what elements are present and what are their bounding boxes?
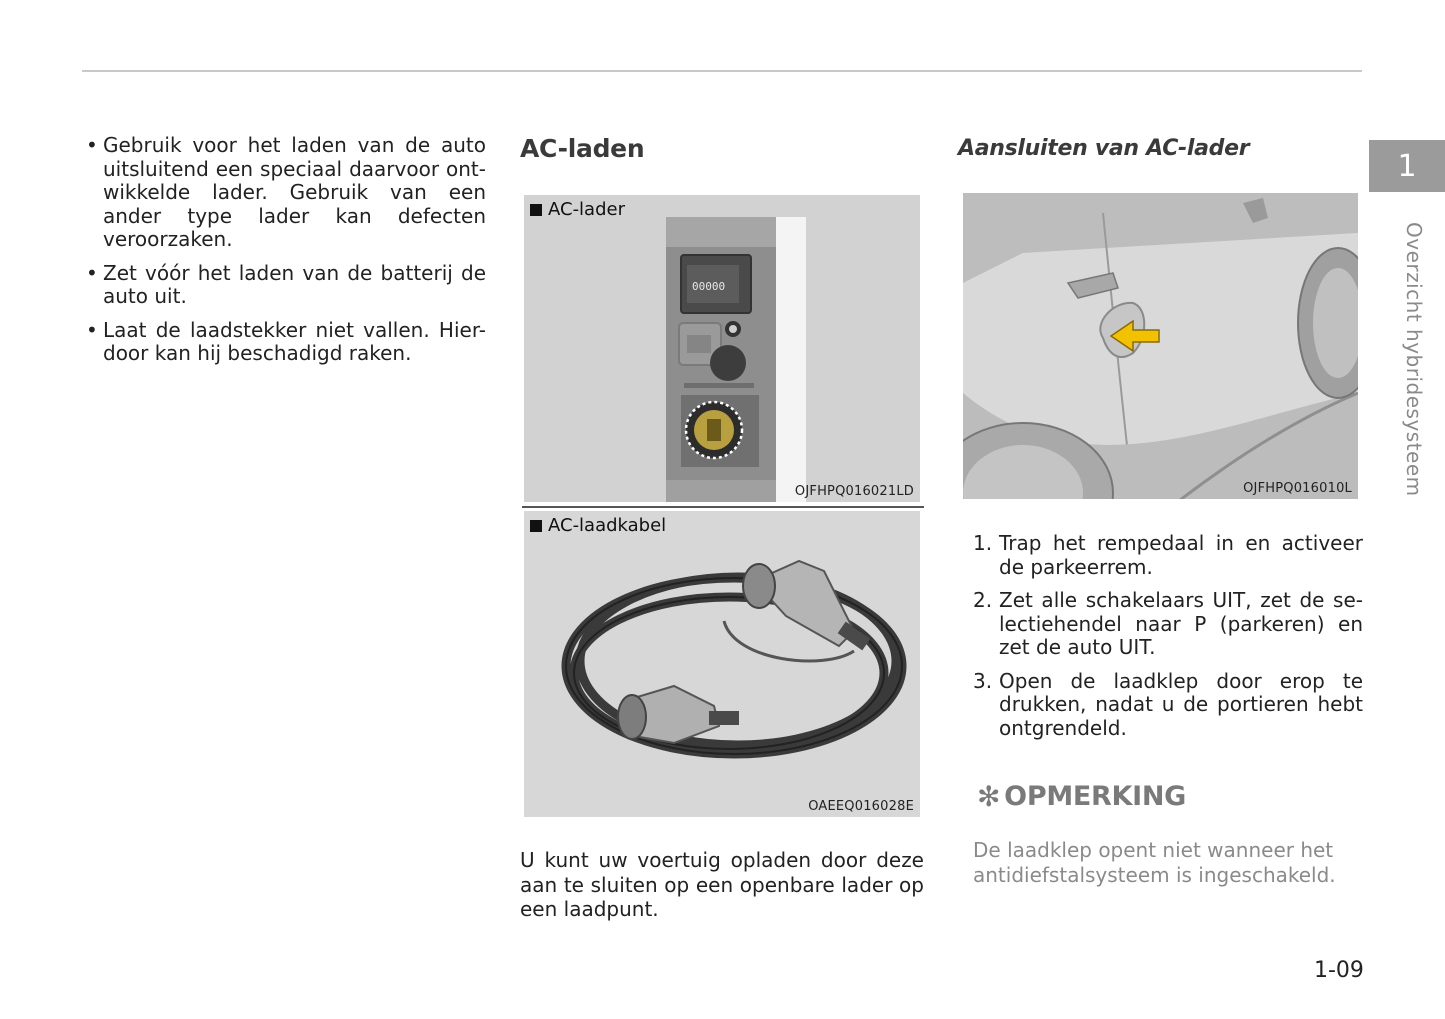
step-number: 1. <box>973 531 993 555</box>
bullet-item: • Gebruik voor het laden van de auto uitsluitend een speciaal daarvoor ont-wikkelde lader. Gebruik van een ander type lader kan defecten veroorzaken. <box>86 134 486 252</box>
note-heading <box>977 780 1186 813</box>
square-bullet-icon <box>530 520 542 532</box>
car-charge-port-illustration <box>963 193 1358 499</box>
figure-divider <box>522 506 924 508</box>
chapter-tab: 1 <box>1369 140 1445 192</box>
figure-ac-charger <box>524 195 920 502</box>
asterisk-icon: ✻ <box>977 780 1001 813</box>
step-item <box>973 589 1363 660</box>
subsection-heading: Aansluiten van AC-lader <box>958 136 1250 161</box>
charging-station-illustration <box>524 195 920 502</box>
note-body: De laadklep opent niet wanneer het antidiefstalsysteem is ingeschakeld. <box>973 838 1336 887</box>
figure-label <box>530 199 625 220</box>
step-item <box>973 670 1363 741</box>
figure-label-text: AC-laadkabel <box>548 515 667 536</box>
figure-label-text: AC-lader <box>548 199 625 220</box>
square-bullet-icon <box>530 204 542 216</box>
chapter-title: Overzicht hybridesysteem <box>1402 222 1426 497</box>
page-number: 1-09 <box>1314 958 1364 983</box>
charger-display-digits: 00000 <box>692 280 726 293</box>
warning-bullet-list <box>86 134 486 366</box>
figure-charge-port <box>963 193 1358 499</box>
charging-cable-illustration <box>524 511 920 817</box>
bullet-item: • Zet vóór het laden van de batterij de auto uit. <box>86 262 486 309</box>
note-title: OPMERKING <box>1004 781 1187 812</box>
figure-code: OJFHPQ016010L <box>1243 481 1352 496</box>
step-item <box>973 532 1363 579</box>
figure-code: OAEEQ016028E <box>808 799 914 814</box>
figure-code: OJFHPQ016021LD <box>794 484 914 499</box>
step-text: Zet alle schakelaars UIT, zet de se-lectiehendel naar P (parkeren) en zet de auto UIT. <box>999 588 1363 659</box>
top-rule <box>82 70 1362 72</box>
body-paragraph: U kunt uw voertuig opladen door deze aan te sluiten op een openbare lader op een laadpunt. <box>520 848 924 921</box>
figure-label <box>530 515 666 536</box>
section-heading: AC-laden <box>520 134 645 163</box>
step-number: 3. <box>973 668 993 693</box>
left-column <box>86 134 486 376</box>
step-text: Trap het rempedaal in en activeer de parkeerrem. <box>999 531 1363 579</box>
step-text: Open de laadklep door erop te drukken, nadat u de portieren hebt ontgrendeld. <box>999 668 1363 740</box>
figure-ac-cable <box>524 511 920 817</box>
bullet-item: • Laat de laadstekker niet vallen. Hier-door kan hij beschadigd raken. <box>86 319 486 366</box>
step-number: 2. <box>973 588 993 612</box>
step-list <box>973 532 1363 750</box>
